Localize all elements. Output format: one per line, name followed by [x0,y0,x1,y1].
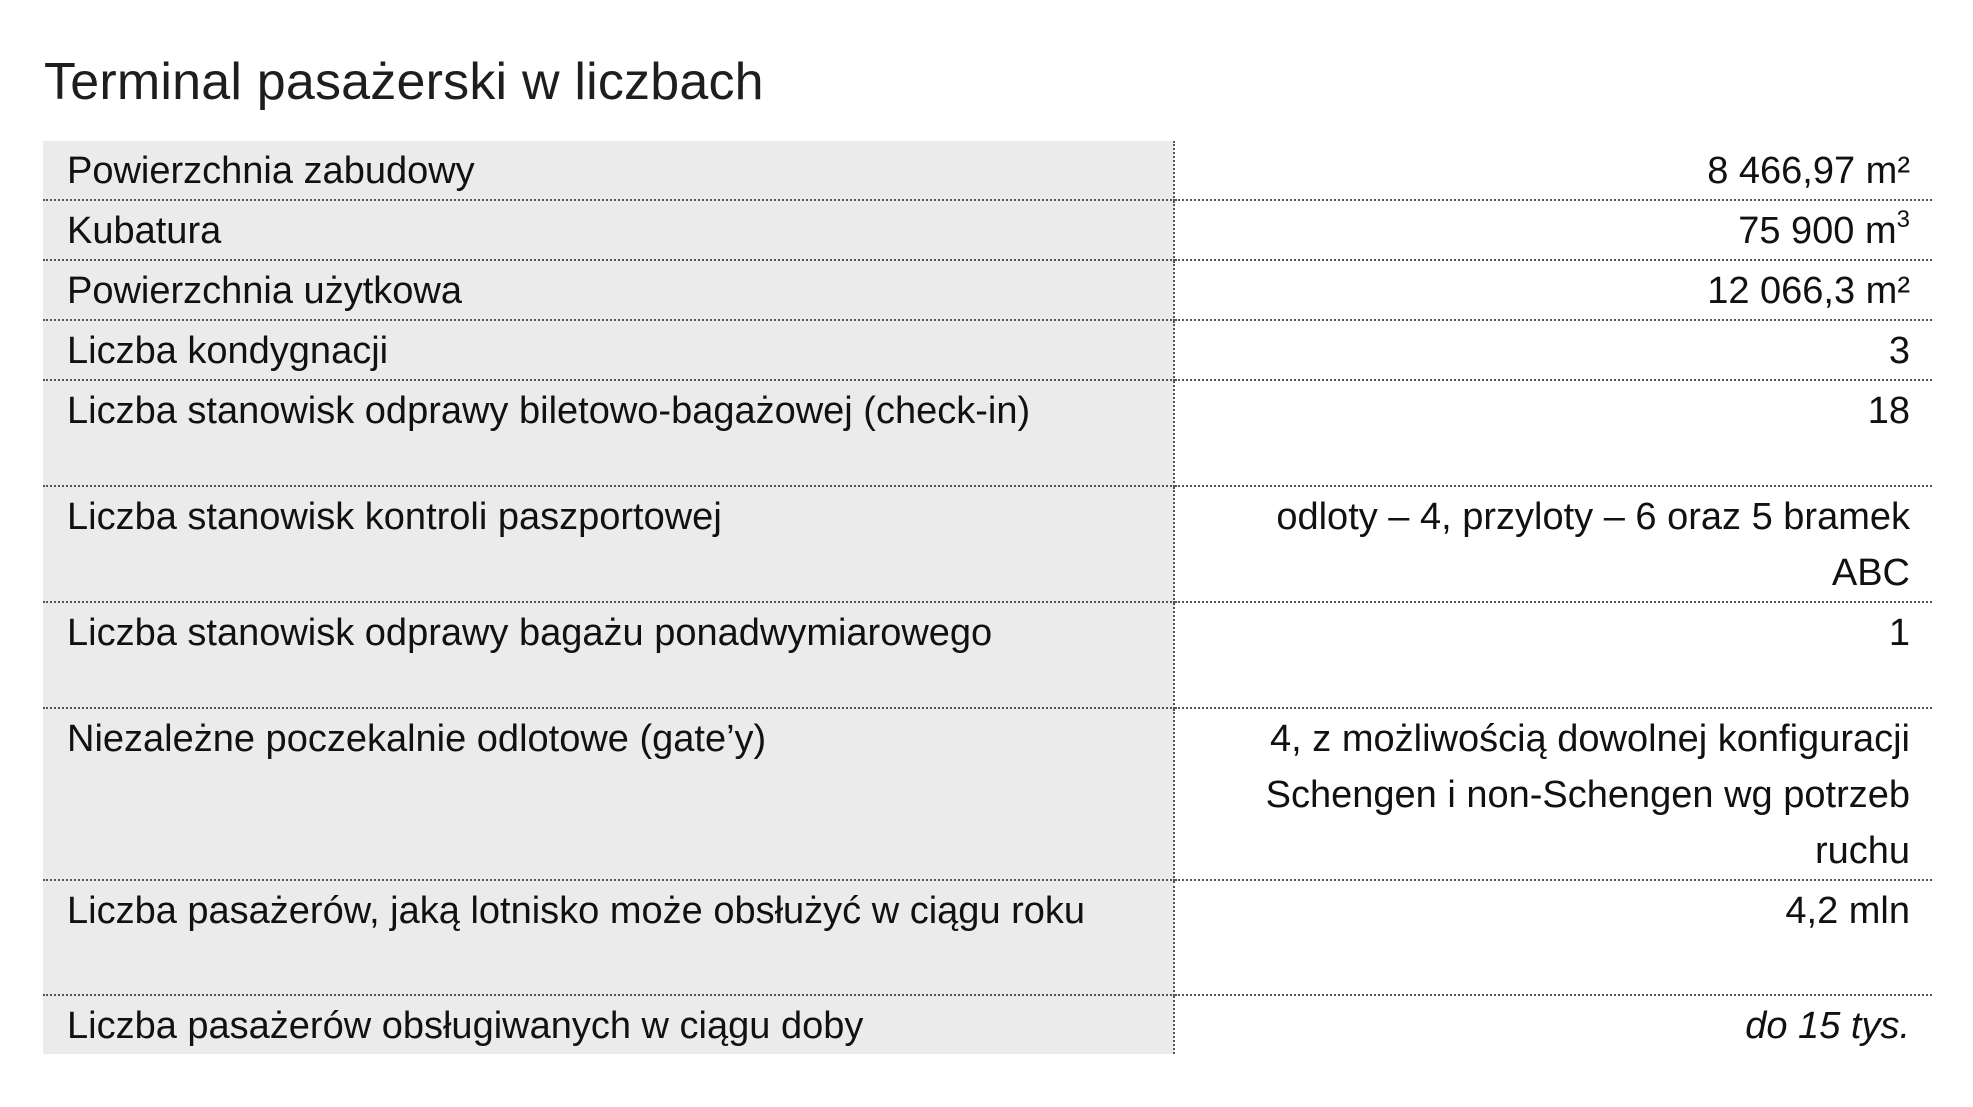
row-value-usable-area: 12 066,3 m² [1174,260,1932,320]
table-row [43,380,1932,486]
row-value-check-in: 18 [1174,380,1932,486]
table-row [43,602,1932,708]
row-value-oversized-baggage: 1 [1174,602,1932,708]
row-value-cubature: 75 900 $m^3$ [1174,200,1932,260]
superscript: 3 [1896,206,1910,233]
row-label-oversized-baggage: Liczba stanowisk odprawy bagażu ponadwymiarowego [43,602,1174,708]
row-label-floors: Liczba kondygnacji [43,320,1174,380]
row-value-daily-passengers: do 15 tys. [1174,995,1932,1054]
table-row [43,708,1932,880]
page-title: Terminal pasażerski w liczbach [44,53,764,111]
row-label-passport-control: Liczba stanowisk kontroli paszportowej [43,486,1174,602]
row-value-passport-control: odloty – 4, przyloty – 6 oraz 5 bramek ABC [1174,486,1932,602]
row-label-usable-area: Powierzchnia użytkowa [43,260,1174,320]
row-value-annual-passengers: 4,2 mln [1174,880,1932,995]
table-row [43,141,1932,200]
table-row [43,880,1932,995]
table-row [43,995,1932,1054]
row-label-cubature: Kubatura [43,200,1174,260]
row-label-building-area: Powierzchnia zabudowy [43,141,1174,200]
row-label-check-in: Liczba stanowisk odprawy biletowo-bagażowej (check-in) [43,380,1174,486]
table-row [43,200,1932,260]
row-label-daily-passengers: Liczba pasażerów obsługiwanych w ciągu doby [43,995,1174,1054]
terminal-stats-table [43,141,1932,1054]
table-row [43,320,1932,380]
row-value-building-area: 8 466,97 m² [1174,141,1932,200]
row-label-annual-passengers: Liczba pasażerów, jaką lotnisko może obsłużyć w ciągu roku [43,880,1174,995]
row-value-departure-gates: 4, z możliwością dowolnej konfiguracji Schengen i non-Schengen wg potrzeb ruchu [1174,708,1932,880]
row-value-floors: 3 [1174,320,1932,380]
table-row [43,260,1932,320]
row-label-departure-gates: Niezależne poczekalnie odlotowe (gate’y) [43,708,1174,880]
table-row [43,486,1932,602]
